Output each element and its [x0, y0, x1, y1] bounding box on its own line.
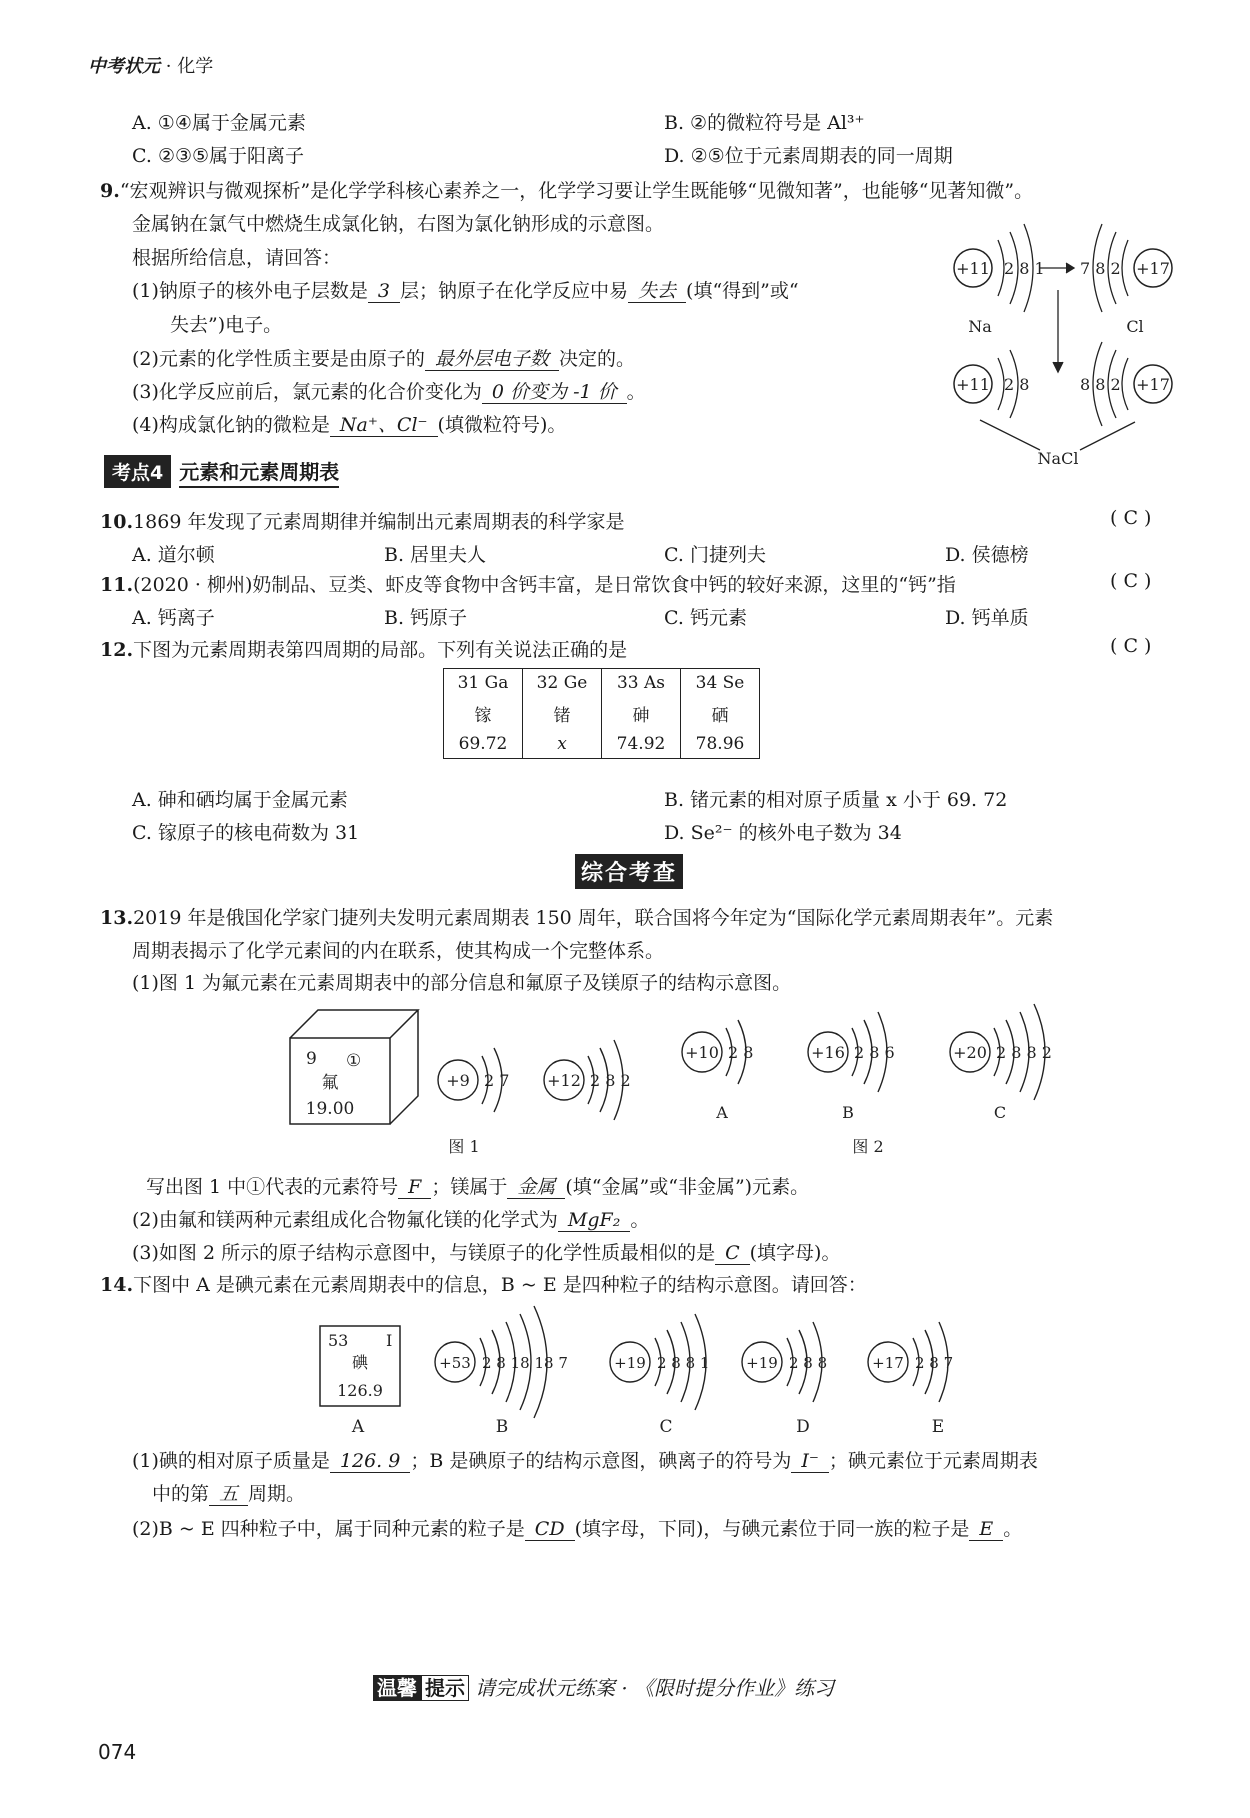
- figure-caption: 图 1: [448, 1137, 480, 1156]
- option-label: E: [931, 1417, 945, 1437]
- question-text: 2019 年是俄国化学家门捷列夫发明元素周期表 150 周年，联合国将今年定为“国际化学元素周期表年”。元素: [133, 907, 1054, 929]
- option-label: A: [351, 1417, 365, 1437]
- atomic-mass: 19.00: [305, 1099, 355, 1119]
- table-row: [444, 730, 760, 759]
- table-cell: 31 Ga: [444, 669, 523, 698]
- q12-option-a: A. 砷和硒均属于金属元素: [132, 789, 348, 811]
- q9-line3: 根据所给信息，请回答：: [132, 247, 342, 269]
- question-number: 10.: [100, 511, 134, 533]
- text: ；镁属于: [431, 1176, 508, 1198]
- f-nucleus-label: +9: [446, 1071, 470, 1090]
- answer-blank: 五: [209, 1484, 248, 1506]
- q9-part3: [132, 377, 646, 404]
- subject-name: 化学: [177, 56, 214, 77]
- table-cell: 锗: [523, 697, 602, 730]
- option-label: B: [495, 1417, 509, 1437]
- q12-option-b: B. 锗元素的相对原子质量 x 小于 69. 72: [664, 789, 1008, 811]
- q11-option: A. 钙离子: [132, 607, 215, 629]
- d-shells-label: 2 8 8: [789, 1354, 828, 1372]
- q11-option: C. 钙元素: [664, 607, 747, 629]
- tip-label: 提示: [421, 1675, 469, 1701]
- cl-element-label: Cl: [1126, 317, 1144, 336]
- text: (1)碘的相对原子质量是: [132, 1450, 330, 1472]
- d-nucleus-label: +19: [746, 1354, 778, 1372]
- answer-blank: 126. 9: [330, 1451, 410, 1473]
- text: 。: [630, 1209, 650, 1231]
- cl-nucleus-label: +17: [1136, 259, 1170, 278]
- table-cell: 32 Ge: [523, 669, 602, 698]
- answer-blank: F: [398, 1177, 431, 1199]
- option-label: C: [993, 1103, 1007, 1122]
- question-number: 14.: [100, 1274, 134, 1296]
- option-label: B: [842, 1103, 854, 1122]
- option-label: D: [796, 1417, 810, 1437]
- q10-option: D. 侯德榜: [945, 544, 1029, 566]
- text: 层；钠原子在化学反应中易: [400, 280, 629, 302]
- a-nucleus-label: +10: [685, 1043, 719, 1062]
- text: 。: [626, 381, 646, 403]
- q13-line1: [100, 903, 1053, 930]
- q9-part1-cont: 失去”)电子。: [170, 314, 283, 336]
- answer-blank: 失去: [628, 281, 686, 303]
- q11-answer: ( C ): [1110, 570, 1152, 592]
- footer-tip: [373, 1672, 834, 1701]
- question-text: 下图中 A 是碘元素在元素周期表中的信息，B ~ E 是四种粒子的结构示意图。请回答：: [133, 1274, 867, 1296]
- cl-ion-nucleus-label: +17: [1136, 375, 1170, 394]
- reaction-arrow-head: [1053, 362, 1063, 372]
- q12-option-c: C. 镓原子的核电荷数为 31: [132, 822, 360, 844]
- c-nucleus-label: +19: [614, 1354, 646, 1372]
- na-shells-label: 2 8 1: [1004, 259, 1045, 278]
- warm-label: 温馨: [373, 1675, 421, 1701]
- q8-option-c: C. ②③⑤属于阳离子: [132, 145, 305, 167]
- c-shells-label: 2 8 8 1: [657, 1354, 710, 1372]
- q10-text: [100, 507, 624, 534]
- answer-blank: 3: [368, 281, 400, 303]
- bond-line: [1080, 422, 1135, 450]
- q10-option: A. 道尔顿: [132, 544, 215, 566]
- electron-shell-arc: [1122, 240, 1128, 296]
- mg-nucleus-label: +12: [547, 1071, 581, 1090]
- atomic-number: 9: [306, 1049, 317, 1069]
- q8-option-d: D. ②⑤位于元素周期表的同一周期: [664, 145, 953, 167]
- question-text: 下图为元素周期表第四周期的局部。下列有关说法正确的是: [133, 639, 628, 661]
- text: (2)元素的化学性质主要是由原子的: [132, 348, 425, 370]
- answer-blank: 最外层电子数: [425, 349, 559, 371]
- f-shells-label: 2 7: [484, 1071, 510, 1090]
- na-ion-shells-label: 2 8: [1004, 375, 1030, 394]
- q8-option-b: B. ②的微粒符号是 Al³⁺: [664, 112, 865, 134]
- answer-blank: C: [715, 1243, 750, 1265]
- table-cell: 69.72: [444, 730, 523, 759]
- text: 中的第: [152, 1483, 210, 1505]
- element-symbol-blank: ①: [346, 1051, 362, 1071]
- answer-blank: Na⁺、Cl⁻: [330, 415, 438, 437]
- footer-text: 请完成状元练案 · 《限时提分作业》练习: [475, 1676, 835, 1700]
- e-nucleus-label: +17: [872, 1354, 904, 1372]
- page-number: 074: [98, 1740, 137, 1764]
- text: ；碘元素位于元素周期表: [828, 1450, 1038, 1472]
- text: 。: [1003, 1518, 1023, 1540]
- table-row: [444, 669, 760, 698]
- table-cell: 34 Se: [681, 669, 760, 698]
- question-text: (2020 · 柳州)奶制品、豆类、虾皮等食物中含钙丰富，是日常饮食中钙的较好来源，这里的“钙”指: [133, 574, 956, 596]
- electron-shell-arc: [1122, 358, 1128, 410]
- text: (4)构成氯化钠的微粒是: [132, 414, 330, 436]
- q9-part4: [132, 410, 566, 437]
- element-symbol: I: [386, 1331, 393, 1350]
- cl-ion-shells-label: 8 8 2: [1080, 375, 1121, 394]
- q10-option: C. 门捷列夫: [664, 544, 766, 566]
- series-name: 中考状元: [88, 56, 160, 77]
- q10-option: B. 居里夫人: [384, 544, 487, 566]
- q9-part2: [132, 344, 635, 371]
- q11-option: B. 钙原子: [384, 607, 468, 629]
- text: (填字母，下同)，与碘元素位于同一族的粒子是: [574, 1518, 970, 1540]
- q13-part2: [132, 1205, 649, 1232]
- text: (2)B ~ E 四种粒子中，属于同种元素的粒子是: [132, 1518, 525, 1540]
- q14-part1-cont: [152, 1479, 305, 1506]
- table-cell: 镓: [444, 697, 523, 730]
- text: (填“得到”或“: [686, 280, 799, 302]
- section-tag: 考点4: [104, 455, 171, 488]
- text: (1)钠原子的核外电子层数是: [132, 280, 368, 302]
- nacl-product-label: NaCl: [1037, 449, 1079, 468]
- nacl-formation-diagram: [940, 210, 1180, 480]
- na-nucleus-label: +11: [956, 259, 990, 278]
- table-cell: 33 As: [602, 669, 681, 698]
- q14-part2: [132, 1514, 1022, 1541]
- q8-option-a: A. ①④属于金属元素: [132, 112, 306, 134]
- question-number: 11.: [100, 574, 134, 596]
- q13-part3: [132, 1238, 840, 1265]
- b-shells-label: 2 8 18 18 7: [482, 1354, 568, 1372]
- text: 周期。: [248, 1483, 306, 1505]
- table-cell: 硒: [681, 697, 760, 730]
- na-element-label: Na: [968, 317, 992, 336]
- answer-blank: MgF₂: [558, 1210, 630, 1232]
- answer-blank: 金属: [507, 1177, 565, 1199]
- element-name: 氟: [321, 1073, 339, 1093]
- section-title: 元素和元素周期表: [179, 460, 339, 488]
- q9-part1: [132, 276, 799, 303]
- b-nucleus-label: +16: [811, 1043, 845, 1062]
- q12-answer: ( C ): [1110, 635, 1152, 657]
- na-ion-nucleus-label: +11: [956, 375, 990, 394]
- q10-answer: ( C ): [1110, 507, 1152, 529]
- q13-part1: (1)图 1 为氟元素在元素周期表中的部分信息和氟原子及镁原子的结构示意图。: [132, 972, 792, 994]
- text: 决定的。: [558, 348, 635, 370]
- text: (填字母)。: [749, 1242, 841, 1264]
- answer-blank: E: [969, 1519, 1003, 1541]
- answer-blank: I⁻: [791, 1451, 829, 1473]
- q14-text: [100, 1270, 867, 1297]
- b-shells-label: 2 8 6: [854, 1043, 895, 1062]
- text: (填微粒符号)。: [437, 414, 567, 436]
- table-cell: 74.92: [602, 730, 681, 759]
- c-shells-label: 2 8 8 2: [996, 1043, 1052, 1062]
- q14-figures: [310, 1300, 1010, 1440]
- question-number: 12.: [100, 639, 134, 661]
- text: (3)化学反应前后，氯元素的化合价变化为: [132, 381, 482, 403]
- page-header: [88, 52, 213, 78]
- text: (3)如图 2 所示的原子结构示意图中，与镁原子的化学性质最相似的是: [132, 1242, 716, 1264]
- q13-write: [146, 1172, 809, 1199]
- element-name: 碘: [351, 1353, 369, 1372]
- atomic-number: 53: [328, 1331, 349, 1350]
- option-label: C: [659, 1417, 673, 1437]
- text: ；B 是碘原子的结构示意图，碘离子的符号为: [410, 1450, 792, 1472]
- bond-line: [980, 420, 1040, 450]
- answer-blank: 0 价变为 -1 价: [482, 382, 627, 404]
- table-row: [444, 697, 760, 730]
- question-number: 13.: [100, 907, 134, 929]
- answer-blank: CD: [525, 1519, 575, 1541]
- text: (2)由氟和镁两种元素组成化合物氟化镁的化学式为: [132, 1209, 558, 1231]
- e-shells-label: 2 8 7: [915, 1354, 954, 1372]
- mg-shells-label: 2 8 2: [590, 1071, 631, 1090]
- option-label: A: [716, 1103, 728, 1122]
- q9-text: “宏观辨识与微观探析”是化学学科核心素养之一，化学学习要让学生既能够“见微知著”，也能够“见著知微”。: [119, 180, 1034, 202]
- atomic-mass: 126.9: [337, 1381, 383, 1400]
- cl-shells-label: 7 8 2: [1080, 259, 1121, 278]
- q11-text: [100, 570, 956, 597]
- text: (填“金属”或“非金属”)元素。: [565, 1176, 810, 1198]
- q12-option-d: D. Se²⁻ 的核外电子数为 34: [664, 822, 902, 844]
- q12-text: [100, 635, 627, 662]
- figure-caption: 图 2: [852, 1137, 884, 1156]
- q13-figures: [280, 1000, 1080, 1160]
- question-number: 9.: [100, 180, 120, 202]
- q14-part1: [132, 1446, 1038, 1473]
- table-cell: x: [523, 730, 602, 759]
- table-cell: 砷: [602, 697, 681, 730]
- text: 写出图 1 中①代表的元素符号: [146, 1176, 399, 1198]
- header-dot: ·: [165, 56, 172, 77]
- transfer-arrow-head: [1066, 263, 1074, 273]
- question-text: 1869 年发现了元素周期律并编制出元素周期表的科学家是: [133, 511, 625, 533]
- a-shells-label: 2 8: [728, 1043, 754, 1062]
- q9-line2: 金属钠在氯气中燃烧生成氯化钠，右图为氯化钠形成的示意图。: [132, 213, 665, 235]
- c-nucleus-label: +20: [953, 1043, 987, 1062]
- b-nucleus-label: +53: [439, 1354, 471, 1372]
- periodic-table-fragment: [443, 668, 760, 759]
- comprehensive-banner: 综合考查: [575, 854, 683, 889]
- section-heading: [104, 455, 339, 487]
- q9-line1: [100, 176, 1033, 203]
- table-cell: 78.96: [681, 730, 760, 759]
- q11-option: D. 钙单质: [945, 607, 1029, 629]
- q13-line2: 周期表揭示了化学元素间的内在联系，使其构成一个完整体系。: [132, 940, 665, 962]
